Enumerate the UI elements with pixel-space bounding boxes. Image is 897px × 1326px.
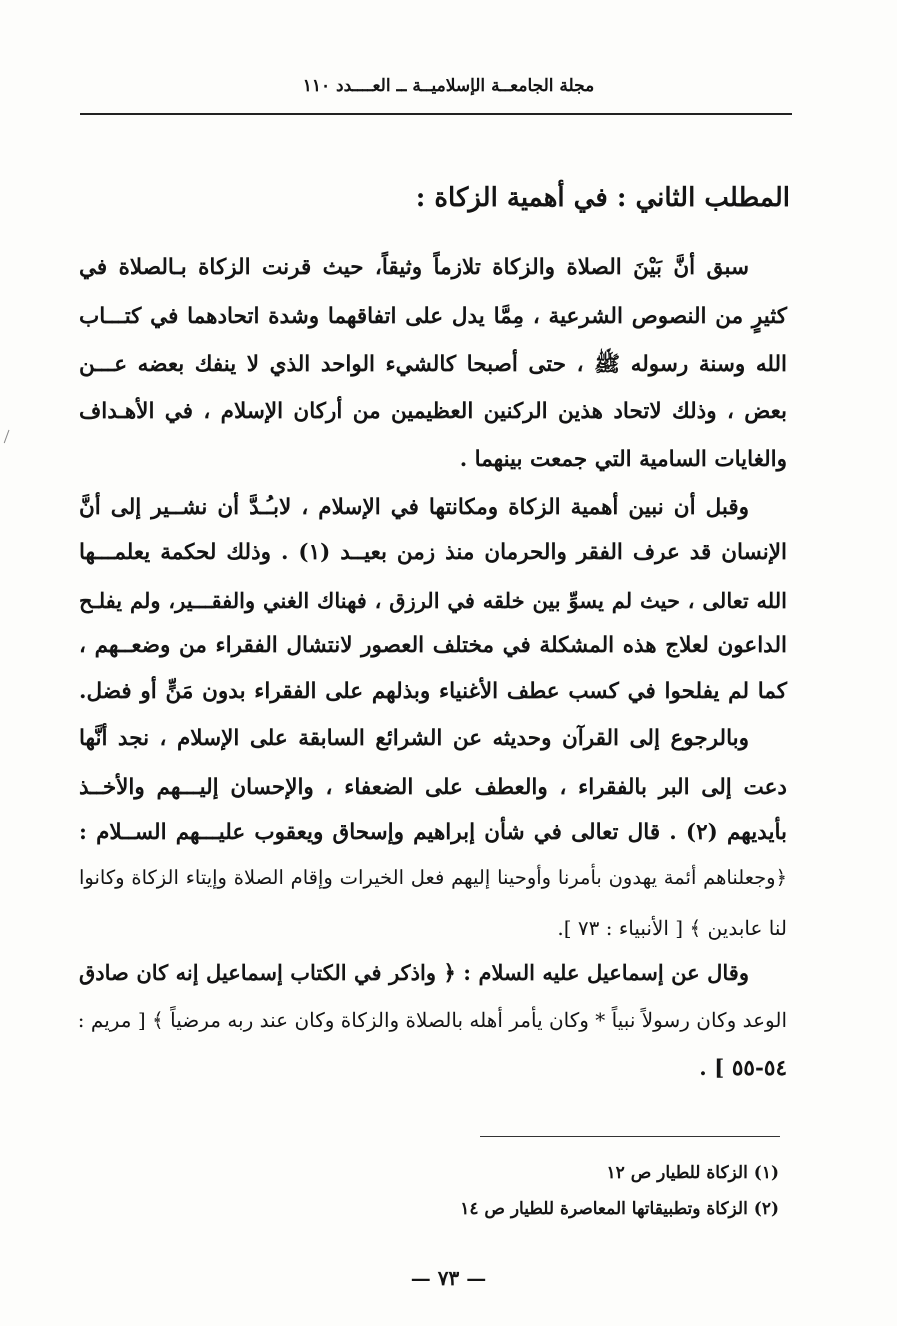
body-line: بأيديهم (٢) . قال تعالى في شأن إبراهيم وإسحاق ويعقوب عليـــهم الســلام :: [79, 820, 787, 845]
scan-mark: [4, 430, 13, 445]
body-line: وقبل أن نبين أهمية الزكاة ومكانتها في الإسلام ، لابـُـدَّ أن نشــير إلى أنَّ: [79, 495, 749, 520]
page-number: — ٧٣ —: [410, 1266, 487, 1290]
body-line: ﴿وجعلناهم أئمة يهدون بأمرنا وأوحينا إليهم فعل الخيرات وإقام الصلاة وإيتاء الزكاة وكانوا: [79, 866, 787, 889]
footnote-2: (٢) الزكاة وتطبيقاتها المعاصرة للطيار ص ١٤: [460, 1199, 779, 1219]
footnote-1: (١) الزكاة للطيار ص ١٢: [606, 1163, 779, 1183]
body-line: ٥٤-٥٥ ] .: [699, 1056, 787, 1081]
body-line: كثيرٍ من النصوص الشرعية ، مِمَّا يدل على اتفاقهما وشدة اتحادهما في كتـــاب: [79, 304, 787, 329]
body-line: كما لم يفلحوا في كسب عطف الأغنياء وبذلهم على الفقراء بدون مَنٍّ أو فضل.: [79, 679, 787, 704]
body-line: وقال عن إسماعيل عليه السلام : ﴿ واذكر في الكتاب إسماعيل إنه كان صادق: [79, 960, 749, 985]
section-title: المطلب الثاني : في أهمية الزكاة :: [415, 183, 790, 213]
body-line: والغايات السامية التي جمعت بينهما .: [459, 447, 787, 472]
body-line: بعض ، وذلك لاتحاد هذين الركنين العظيمين من أركان الإسلام ، في الأهـداف: [79, 399, 787, 424]
body-line: الداعون لعلاج هذه المشكلة في مختلف العصور لانتشال الفقراء من وضعــهم ،: [79, 633, 787, 658]
journal-header: مجلة الجامعــة الإسلاميــة ــ العــــدد ١١٠: [302, 76, 595, 96]
body-line: الله تعالى ، حيث لم يسوِّ بين خلقه في الرزق ، فهناك الغني والفقـــير، ولم يفلـح: [79, 588, 787, 613]
body-line: دعت إلى البر بالفقراء ، والعطف على الضعفاء ، والإحسان إليـــهم والأخــذ: [79, 775, 787, 800]
body-line: الإنسان قد عرف الفقر والحرمان منذ زمن بعيــد (١) . وذلك لحكمة يعلمـــها: [79, 540, 787, 565]
footnote-separator: [480, 1136, 780, 1137]
body-line: سبق أنَّ بَيْنَ الصلاة والزكاة تلازماً وثيقاً، حيث قرنت الزكاة بـالصلاة في: [79, 255, 749, 280]
body-line: الله وسنة رسوله ﷺ ، حتى أصبحا كالشيء الواحد الذي لا ينفك بعضه عـــن: [79, 352, 787, 377]
body-line: الوعد وكان رسولاً نبياً * وكان يأمر أهله بالصلاة والزكاة وكان عند ربه مرضياً ﴾ [ مريم :: [77, 1008, 787, 1032]
header-rule: [80, 113, 792, 115]
body-line: وبالرجوع إلى القرآن وحديثه عن الشرائع السابقة على الإسلام ، نجد أنَّها: [79, 726, 749, 751]
body-line: لنا عابدين ﴾ [ الأنبياء : ٧٣ ].: [557, 916, 787, 940]
